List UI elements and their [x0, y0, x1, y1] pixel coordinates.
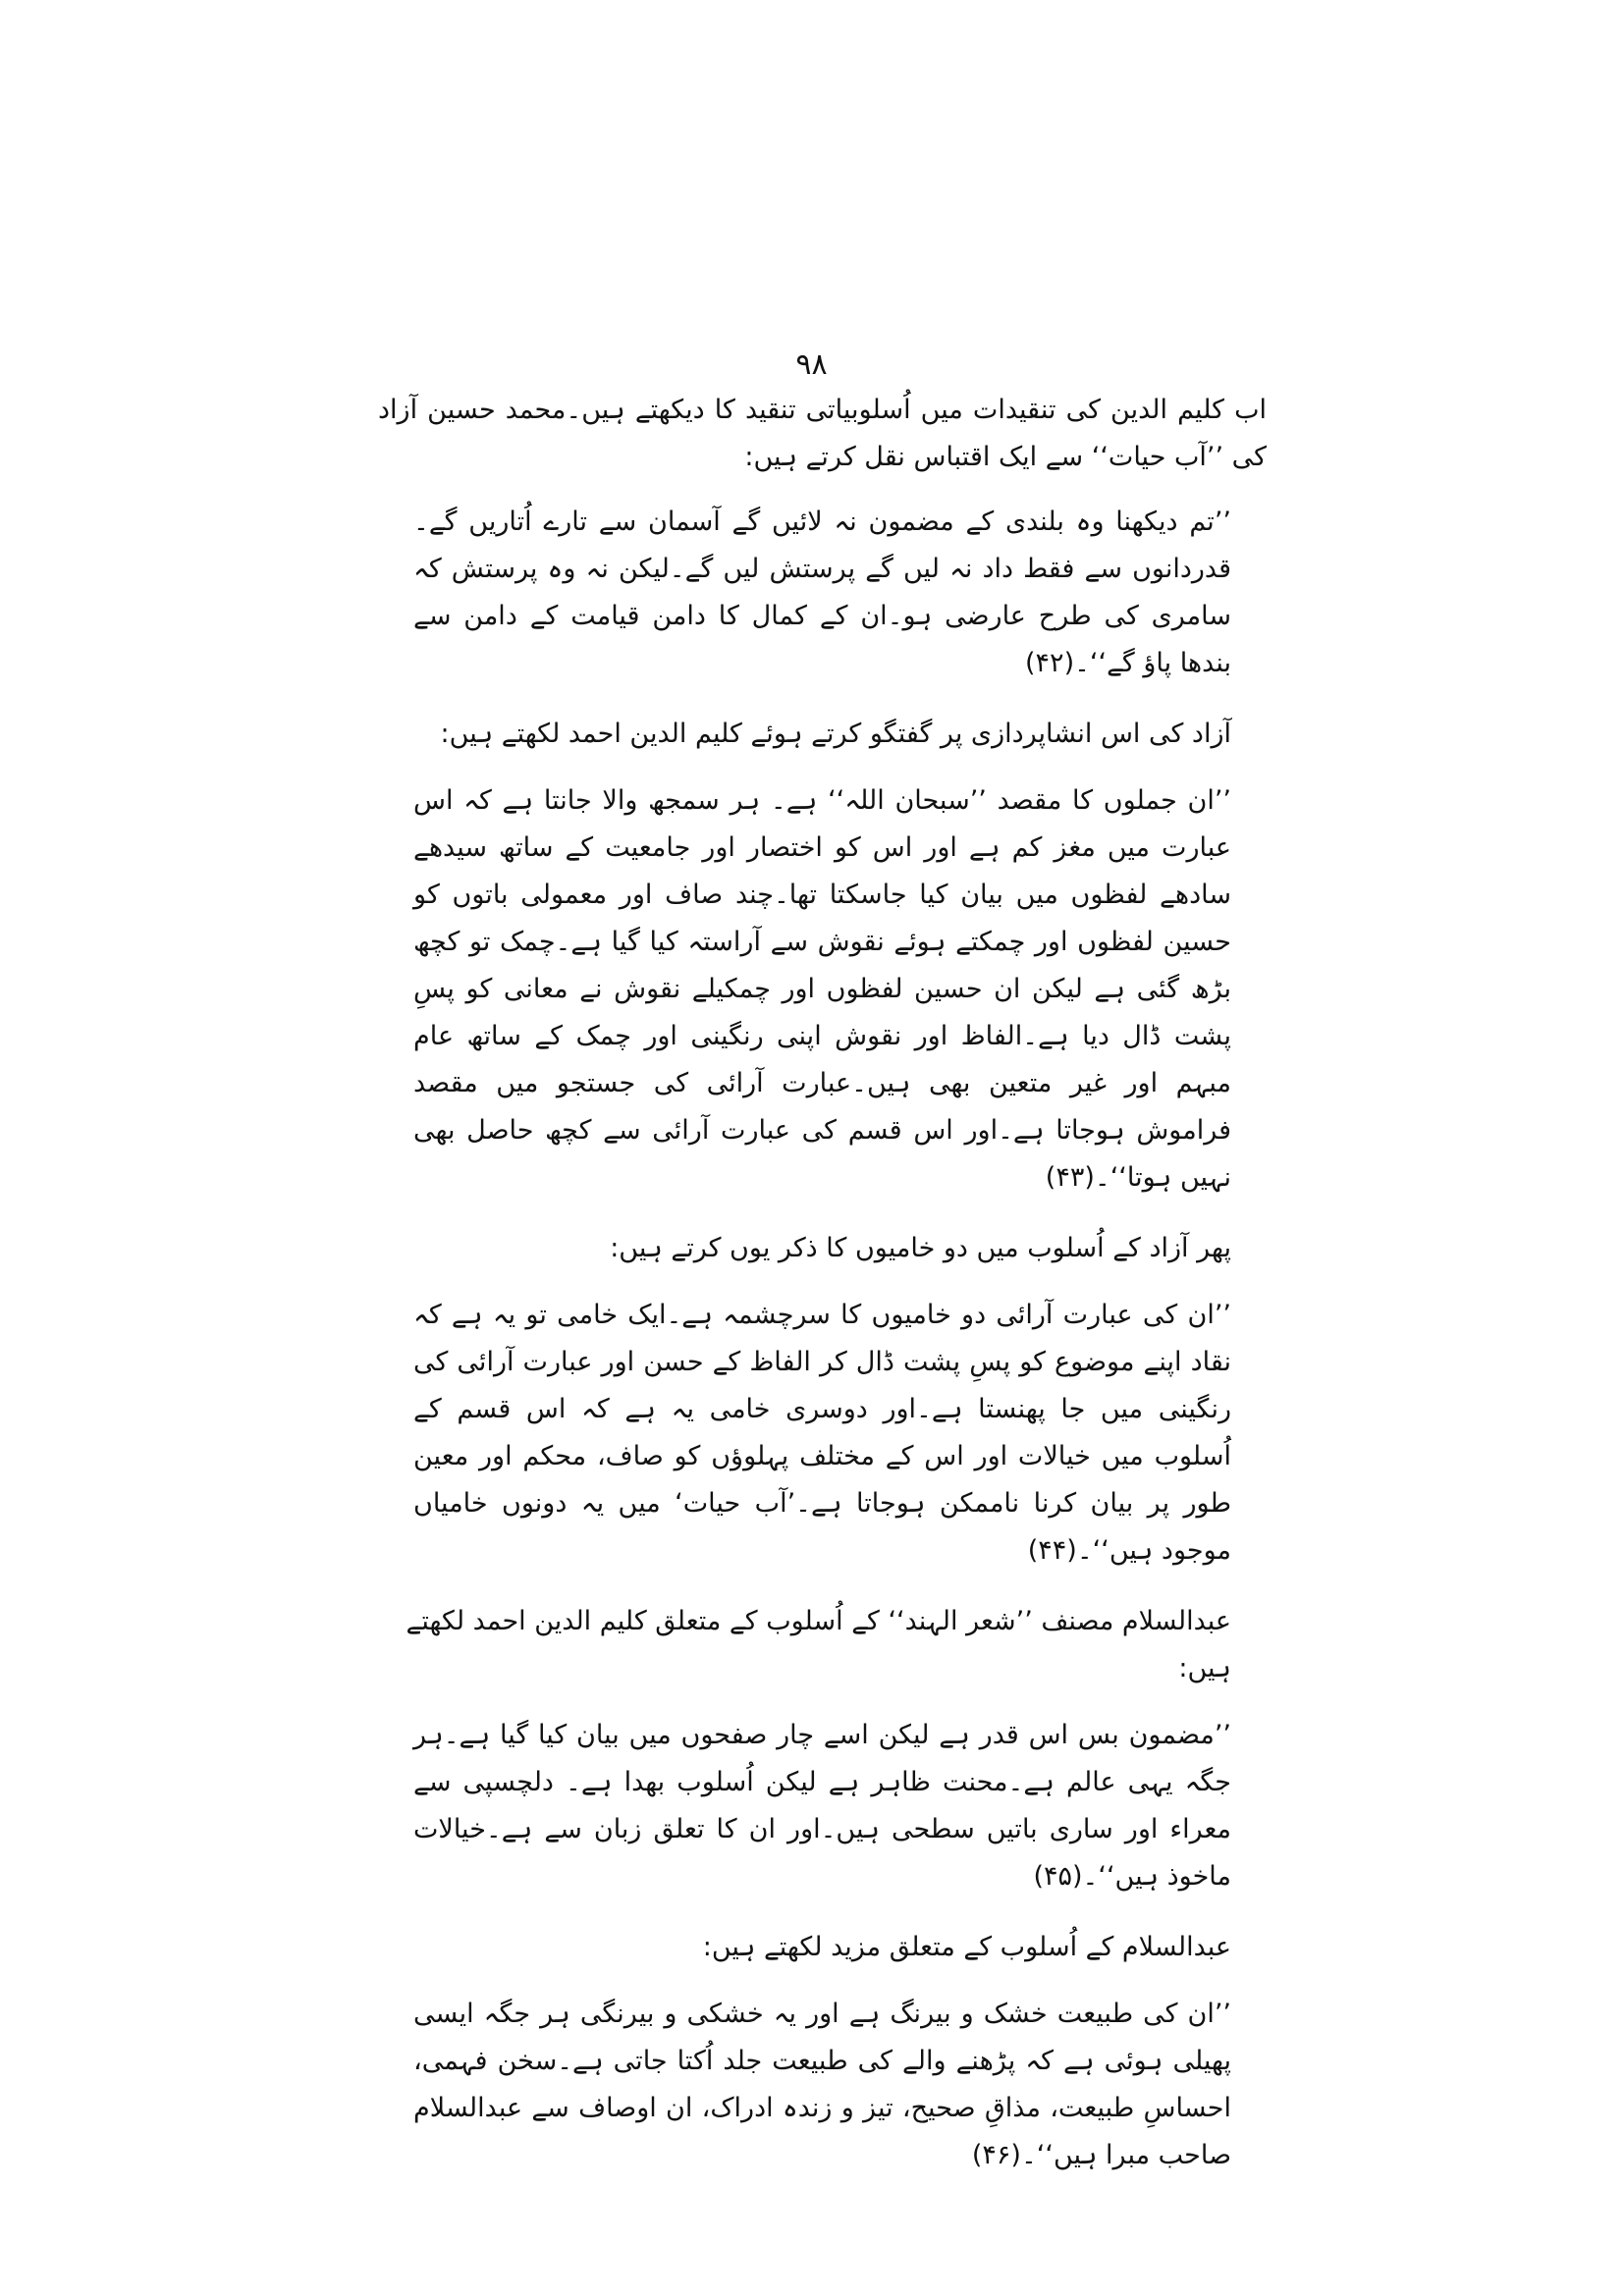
quotation-intro: پھر آزاد کے اُسلوب میں دو خامیوں کا ذکر یوں کرتے ہیں: [610, 1233, 1231, 1263]
quotation-block: ’’ان کی عبارت آرائی دو خامیوں کا سرچشمہ ہے۔ایک خامی تو یہ ہے کہ نقاد اپنے موضوع کو پسِ پشت ڈال کر الفاظ کے حسن اور عبارت آرائی کی رنگینی میں جا پھنستا ہے۔اور دوسری خامی یہ ہے کہ اس قسم کے اُسلوب میں خیالات اور اس کے مختلف پہلوؤں کو صاف، محکم اور معین طور پر بیان کرنا ناممکن ہوجاتا ہے۔’آب حیات‘ میں یہ دونوں خامیاں موجود ہیں‘‘۔(۴۴) [413, 1300, 1231, 1566]
lead-paragraph: اب کلیم الدین کی تنقیدات میں اُسلوبیاتی تنقید کا دیکھتے ہیں۔محمد حسین آزاد کی ’’آب حیات‘‘ سے ایک اقتباس نقل کرتے ہیں: [378, 395, 1267, 472]
quotation-block: ’’تم دیکھنا وہ بلندی کے مضمون نہ لائیں گے آسمان سے تارے اُتاریں گے۔قدردانوں سے فقط داد نہ لیں گے پرستش لیں گے۔لیکن نہ وہ پرستش کہ سامری کی طرح عارضی ہو۔ان کے کمال کا دامن قیامت کے دامن سے بندھا پاؤ گے‘‘۔(۴۲) [413, 507, 1231, 678]
page-number: ۹۸ [795, 347, 828, 382]
quotation-intro: آزاد کی اس انشاپردازی پر گفتگو کرتے ہوئے کلیم الدین احمد لکھتے ہیں: [440, 719, 1231, 749]
quotation-block: ’’مضمون بس اس قدر ہے لیکن اسے چار صفحوں میں بیان کیا گیا ہے۔ہر جگہ یہی عالم ہے۔محنت ظاہر ہے لیکن اُسلوب بھدا ہے۔ دلچسپی سے معراء اور ساری باتیں سطحی ہیں۔اور ان کا تعلق زبان سے ہے۔خیالات ماخوذ ہیں‘‘۔(۴۵) [413, 1720, 1231, 1892]
quotation-block: ’’ان جملوں کا مقصد ’’سبحان اللہ‘‘ ہے۔ ہر سمجھ والا جانتا ہے کہ اس عبارت میں مغز کم ہے اور اس کو اختصار اور جامعیت کے ساتھ سیدھے سادھے لفظوں میں بیان کیا جاسکتا تھا۔چند صاف اور معمولی باتوں کو حسین لفظوں اور چمکتے ہوئے نقوش سے آراستہ کیا گیا ہے۔چمک تو کچھ بڑھ گئی ہے لیکن ان حسین لفظوں اور چمکیلے نقوش نے معانی کو پسِ پشت ڈال دیا ہے۔الفاظ اور نقوش اپنی رنگینی اور چمک کے ساتھ عام مبہم اور غیر متعین بھی ہیں۔عبارت آرائی کی جستجو میں مقصد فراموش ہوجاتا ہے۔اور اس قسم کی عبارت آرائی سے کچھ حاصل بھی نہیں ہوتا‘‘۔(۴۳) [413, 785, 1231, 1193]
quotation-block: ’’ان کی طبیعت خشک و بیرنگ ہے اور یہ خشکی و بیرنگی ہر جگہ ایسی پھیلی ہوئی ہے کہ پڑھنے والے کی طبیعت جلد اُکتا جاتی ہے۔سخن فہمی، احساسِ طبیعت، مذاقِ صحیح، تیز و زندہ ادراک، ان اوصاف سے عبدالسلام صاحب مبرا ہیں‘‘۔(۴۶) [413, 1999, 1231, 2170]
quotation-intro: عبدالسلام مصنف ’’شعر الہند‘‘ کے اُسلوب کے متعلق کلیم الدین احمد لکھتے ہیں: [406, 1606, 1231, 1683]
quotation-intro: عبدالسلام کے اُسلوب کے متعلق مزید لکھتے ہیں: [702, 1932, 1231, 1962]
page-body [378, 387, 1267, 2203]
